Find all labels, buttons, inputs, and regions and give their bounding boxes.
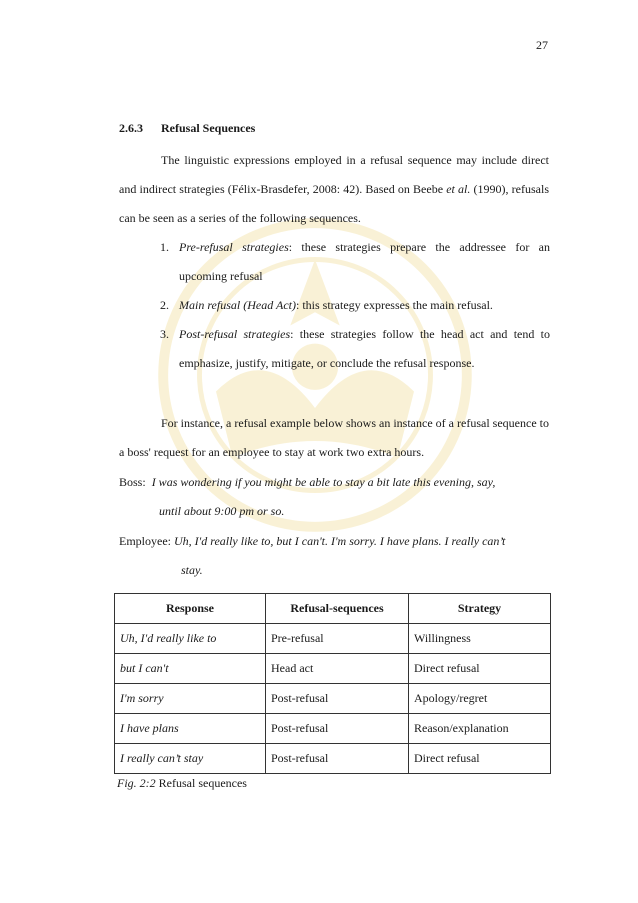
caption-label: Fig. 2:2 [117,776,156,790]
example-intro-text: For instance, a refusal example below shows an instance of a refusal sequence to a boss' request for an employee to stay at work two extra hours. [119,416,549,459]
list-item [160,233,550,291]
table-header-row [115,594,551,624]
table-row [115,684,551,714]
example-paragraph [119,409,549,467]
refusal-table [114,593,551,774]
list-text: : this strategy expresses the main refusal. [295,298,493,312]
section-title: Refusal Sequences [161,121,256,135]
boss-line-2: until about 9:00 pm or so. [159,504,285,518]
table-row [115,624,551,654]
list-text: : these strategies follow the head act and tend to emphasize, justify, mitigate, or conclude the refusal response. [179,327,550,370]
sequence-cell: Post-refusal [266,714,409,744]
list-text: : these strategies prepare the addressee for an upcoming refusal [179,240,550,283]
strategy-cell: Willingness [409,624,551,654]
strategy-cell: Direct refusal [409,654,551,684]
table-row [115,744,551,774]
response-cell: I have plans [115,714,266,744]
column-header: Refusal-sequences [266,594,409,624]
employee-line-2: stay. [181,563,203,577]
response-cell: but I can't [115,654,266,684]
response-cell: Uh, I'd really like to [115,624,266,654]
employee-line-1: Uh, I'd really like to, but I can't. I'm sorry. I have plans. I really can’t [173,534,506,548]
sequence-list [160,233,550,378]
figure-caption [117,776,247,791]
strategy-cell: Apology/regret [409,684,551,714]
list-term: Pre-refusal strategies [179,240,289,254]
section-number: 2.6.3 [119,121,143,135]
strategy-cell: Direct refusal [409,744,551,774]
boss-label: Boss: [119,475,146,489]
intro-text-before: The linguistic expressions employed in a refusal sequence may include direct and indirect strategies (Félix-Brasdefer, 2008: 42). Based on Beebe [119,153,549,196]
employee-dialogue [119,527,549,585]
table-row [115,714,551,744]
page-number: 27 [536,38,548,52]
list-item [160,320,550,378]
sequence-cell: Head act [266,654,409,684]
list-item [160,291,550,320]
response-cell: I'm sorry [115,684,266,714]
column-header: Strategy [409,594,551,624]
intro-paragraph [119,146,549,233]
list-marker: 2. [160,298,169,312]
response-cell: I really can’t stay [115,744,266,774]
boss-dialogue [119,468,549,526]
list-marker: 1. [160,240,169,254]
sequence-cell: Post-refusal [266,684,409,714]
list-term: Main refusal (Head Act) [179,298,296,312]
strategy-cell: Reason/explanation [409,714,551,744]
et-al: et al. [446,182,471,196]
column-header: Response [115,594,266,624]
sequence-cell: Pre-refusal [266,624,409,654]
section-heading [119,121,255,136]
caption-text: Refusal sequences [155,776,247,790]
intro-text-after: (1990), refusals can be seen as a series of the following sequences. [119,182,549,225]
table-row [115,654,551,684]
boss-line-1: I was wondering if you might be able to stay a bit late this evening, say, [151,475,496,489]
sequence-cell: Post-refusal [266,744,409,774]
list-marker: 3. [160,327,169,341]
employee-label: Employee: [119,534,171,548]
list-term: Post-refusal strategies [179,327,291,341]
